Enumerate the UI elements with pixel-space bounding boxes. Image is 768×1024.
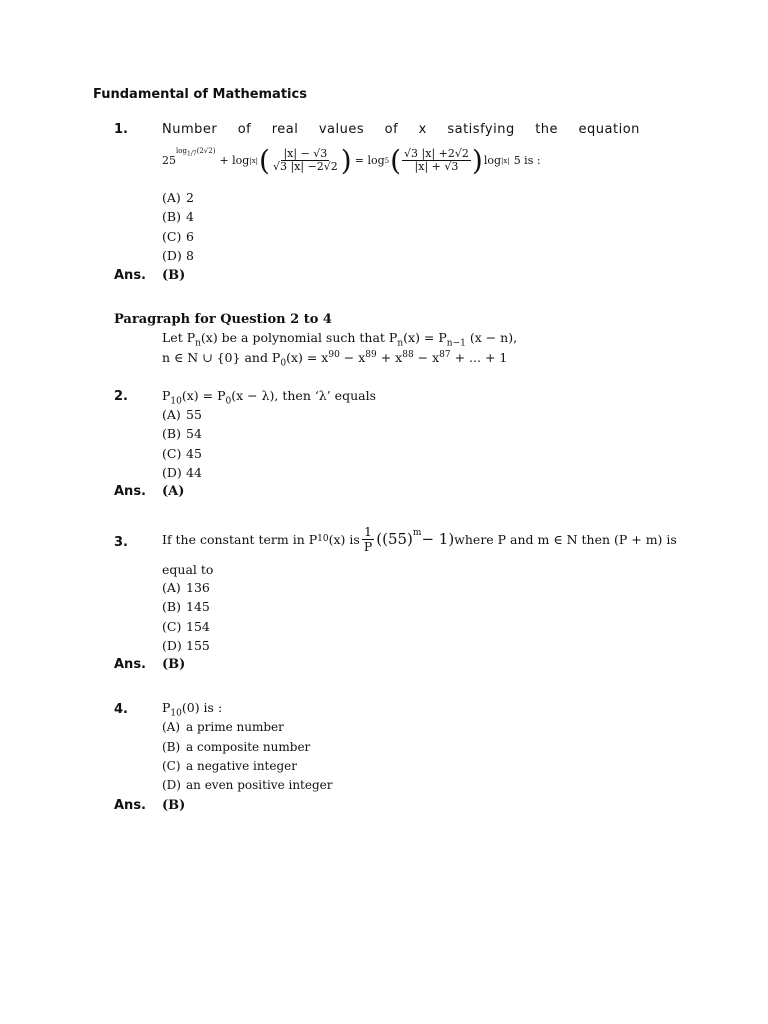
question-4-number: 4. bbox=[114, 702, 128, 717]
question-1-equation: 25 $^{log_{1/7}(2√2)}$ + log |x| ( $\frac{|x| - √3}{√3 |x| -2√2}$ ) = log 5 ( $\frac{√3 |x| +2√2}{|x| + √3}$ ) log |x| 5 is : bbox=[162, 144, 541, 177]
question-2-number: 2. bbox=[114, 389, 128, 404]
q1-word: satisfying bbox=[447, 122, 515, 137]
q2-option-d: (D) 44 bbox=[162, 465, 202, 480]
q3-option-d: (D) 155 bbox=[162, 638, 210, 653]
question-3-line-2: equal to bbox=[162, 562, 214, 577]
q2-option-c: (C) 45 bbox=[162, 446, 202, 461]
q4-answer: (B) bbox=[162, 798, 186, 813]
question-2-text: $P_{10}(x) = P_0(x - \lambda)$, then ‘λ’ equals bbox=[162, 388, 376, 407]
q1-option-c: (C) 6 bbox=[162, 229, 194, 244]
question-1-text bbox=[162, 122, 640, 137]
question-4-text: $P_{10}(0)$ is : bbox=[162, 700, 223, 719]
question-3-text: If the constant term in P 10 (x) is $\frac{1}{P}$ ((55) $^m$ − 1) where P and m ∈ N then (P + m) is bbox=[162, 524, 677, 554]
q1-word: values bbox=[318, 122, 365, 137]
document-title: Fundamental of Mathematics bbox=[93, 87, 307, 102]
q1-answer: (B) bbox=[162, 268, 186, 283]
q1-option-d: (D) 8 bbox=[162, 248, 194, 263]
fraction-1: $\frac{|x| - √3}{√3 |x| -2√2}$ bbox=[272, 146, 338, 173]
q3-fraction: $\frac{1}{P}$ bbox=[363, 524, 373, 554]
q4-answer-label: Ans. bbox=[114, 798, 146, 813]
paragraph-line-2: n ∈ N ∪ {0} and $P_0(x) = x^{90} - x^{89} + x^{88} - x^{87}$ + ... + 1 bbox=[162, 350, 508, 369]
q2-answer-label: Ans. bbox=[114, 484, 146, 499]
q4-option-c: (C) a negative integer bbox=[162, 759, 297, 773]
q1-word: real bbox=[271, 122, 299, 137]
question-1-number: 1. bbox=[114, 122, 128, 137]
q1-answer-label: Ans. bbox=[114, 268, 146, 283]
q4-option-b: (B) a composite number bbox=[162, 740, 311, 754]
q1-word: of bbox=[384, 122, 399, 137]
q3-option-a: (A) 136 bbox=[162, 580, 210, 595]
q3-answer-label: Ans. bbox=[114, 657, 146, 672]
q4-option-d: (D) an even positive integer bbox=[162, 778, 333, 792]
fraction-2: $\frac{√3 |x| +2√2}{|x| + √3}$ bbox=[404, 146, 469, 173]
q2-answer: (A) bbox=[162, 484, 185, 499]
q1-word: the bbox=[535, 122, 559, 137]
q3-answer: (B) bbox=[162, 657, 186, 672]
q2-option-a: (A) 55 bbox=[162, 407, 202, 422]
q1-word: of bbox=[237, 122, 252, 137]
q3-option-c: (C) 154 bbox=[162, 619, 210, 634]
q3-option-b: (B) 145 bbox=[162, 599, 210, 614]
paragraph-heading: Paragraph for Question 2 to 4 bbox=[114, 312, 332, 327]
question-3-number: 3. bbox=[114, 535, 128, 550]
q2-option-b: (B) 54 bbox=[162, 426, 202, 441]
q4-option-a: (A) a prime number bbox=[162, 720, 284, 734]
q1-word: equation bbox=[578, 122, 640, 137]
q1-option-b: (B) 4 bbox=[162, 209, 194, 224]
q1-option-a: (A) 2 bbox=[162, 190, 194, 205]
q1-word: x bbox=[418, 122, 427, 137]
q1-word: Number bbox=[162, 122, 218, 137]
paragraph-line-1: Let $P_n(x)$ be a polynomial such that $P_n(x) = P_{n-1}$ (x − n), bbox=[162, 330, 518, 349]
